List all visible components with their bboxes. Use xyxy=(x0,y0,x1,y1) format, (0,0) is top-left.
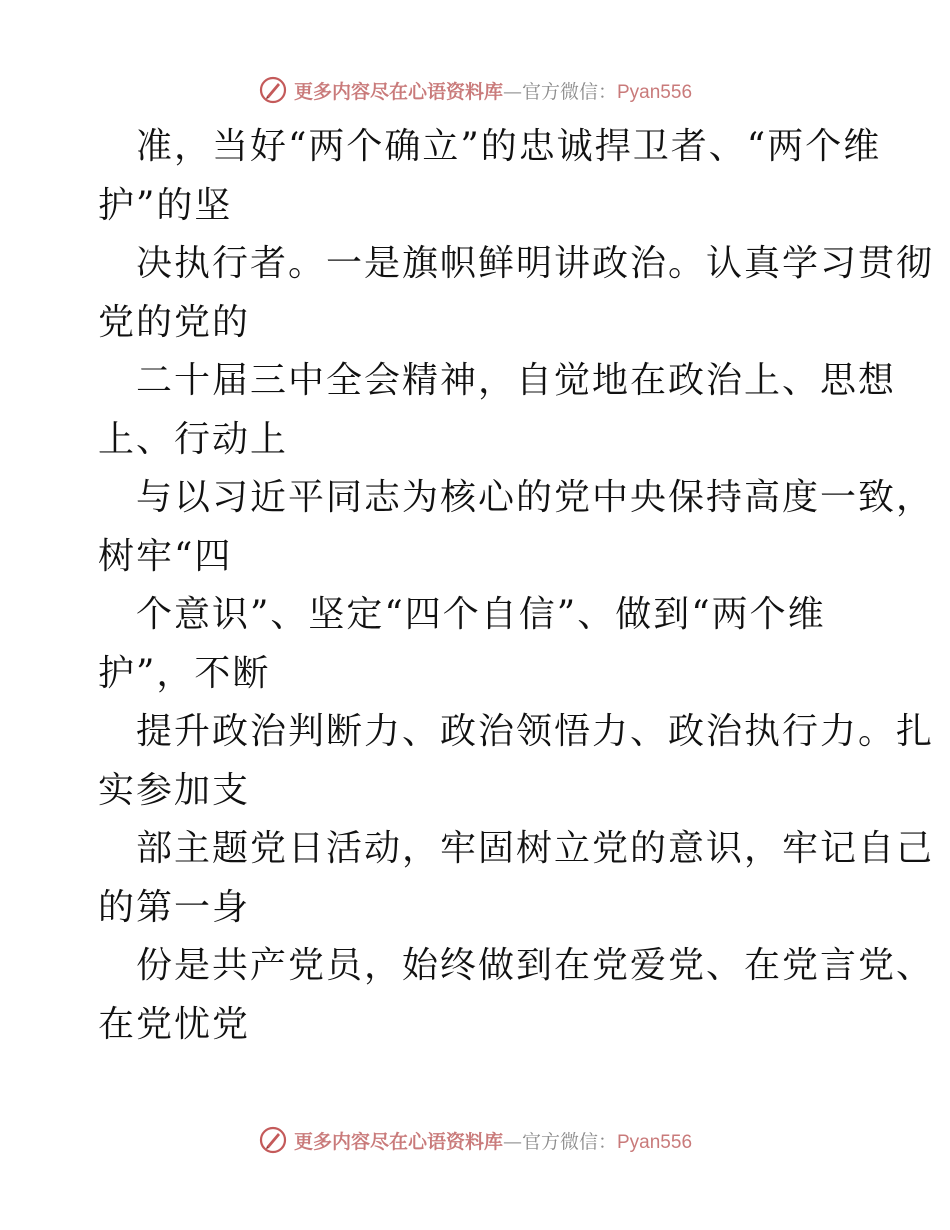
text-line: 提升政治判断力、政治领悟力、政治执行力。扎 xyxy=(136,711,935,752)
text-line: 树牢“四 xyxy=(98,535,233,577)
text-line: 二十届三中全会精神，自觉地在政治上、思想 xyxy=(136,360,897,401)
text-line: 党的党的 xyxy=(98,301,251,343)
footer-watermark xyxy=(0,1120,950,1160)
text-line: 护”，不断 xyxy=(98,652,271,694)
text-line: 份是共产党员，始终做到在党爱党、在党言党、 xyxy=(136,945,935,986)
text-line: 实参加支 xyxy=(98,769,251,811)
text-line: 与以习近平同志为核心的党中央保持高度一致， xyxy=(136,477,935,518)
text-line: 护”的坚 xyxy=(98,184,233,226)
document-body xyxy=(98,118,935,1054)
watermark-wechat-id: Pyan556 xyxy=(617,1131,693,1153)
watermark-wechat-label: 官方微信： xyxy=(521,80,617,103)
text-line: 决执行者。一是旗帜鲜明讲政治。认真学习贯彻 xyxy=(136,243,935,284)
text-line: 上、行动上 xyxy=(98,418,289,460)
text-line: 部主题党日活动，牢固树立党的意识，牢记自己 xyxy=(136,828,935,869)
watermark-wechat-id: Pyan556 xyxy=(617,81,693,103)
text-line: 的第一身 xyxy=(98,886,251,928)
watermark-brand: 更多内容尽在心语资料库 xyxy=(293,80,503,103)
header-watermark xyxy=(0,70,950,110)
text-line: 个意识”、坚定“四个自信”、做到“两个维 xyxy=(136,594,826,635)
watermark-text xyxy=(294,77,692,104)
watermark-dash: — xyxy=(502,1130,522,1153)
watermark-wechat-label: 官方微信： xyxy=(521,1130,617,1153)
watermark-dash: — xyxy=(502,80,522,103)
text-line: 在党忧党 xyxy=(98,1003,251,1045)
quill-logo-icon xyxy=(258,1125,288,1155)
watermark-text xyxy=(294,1127,692,1154)
quill-logo-icon xyxy=(258,75,288,105)
watermark-brand: 更多内容尽在心语资料库 xyxy=(293,1130,503,1153)
text-line: 准，当好“两个确立”的忠诚捍卫者、“两个维 xyxy=(136,126,882,167)
